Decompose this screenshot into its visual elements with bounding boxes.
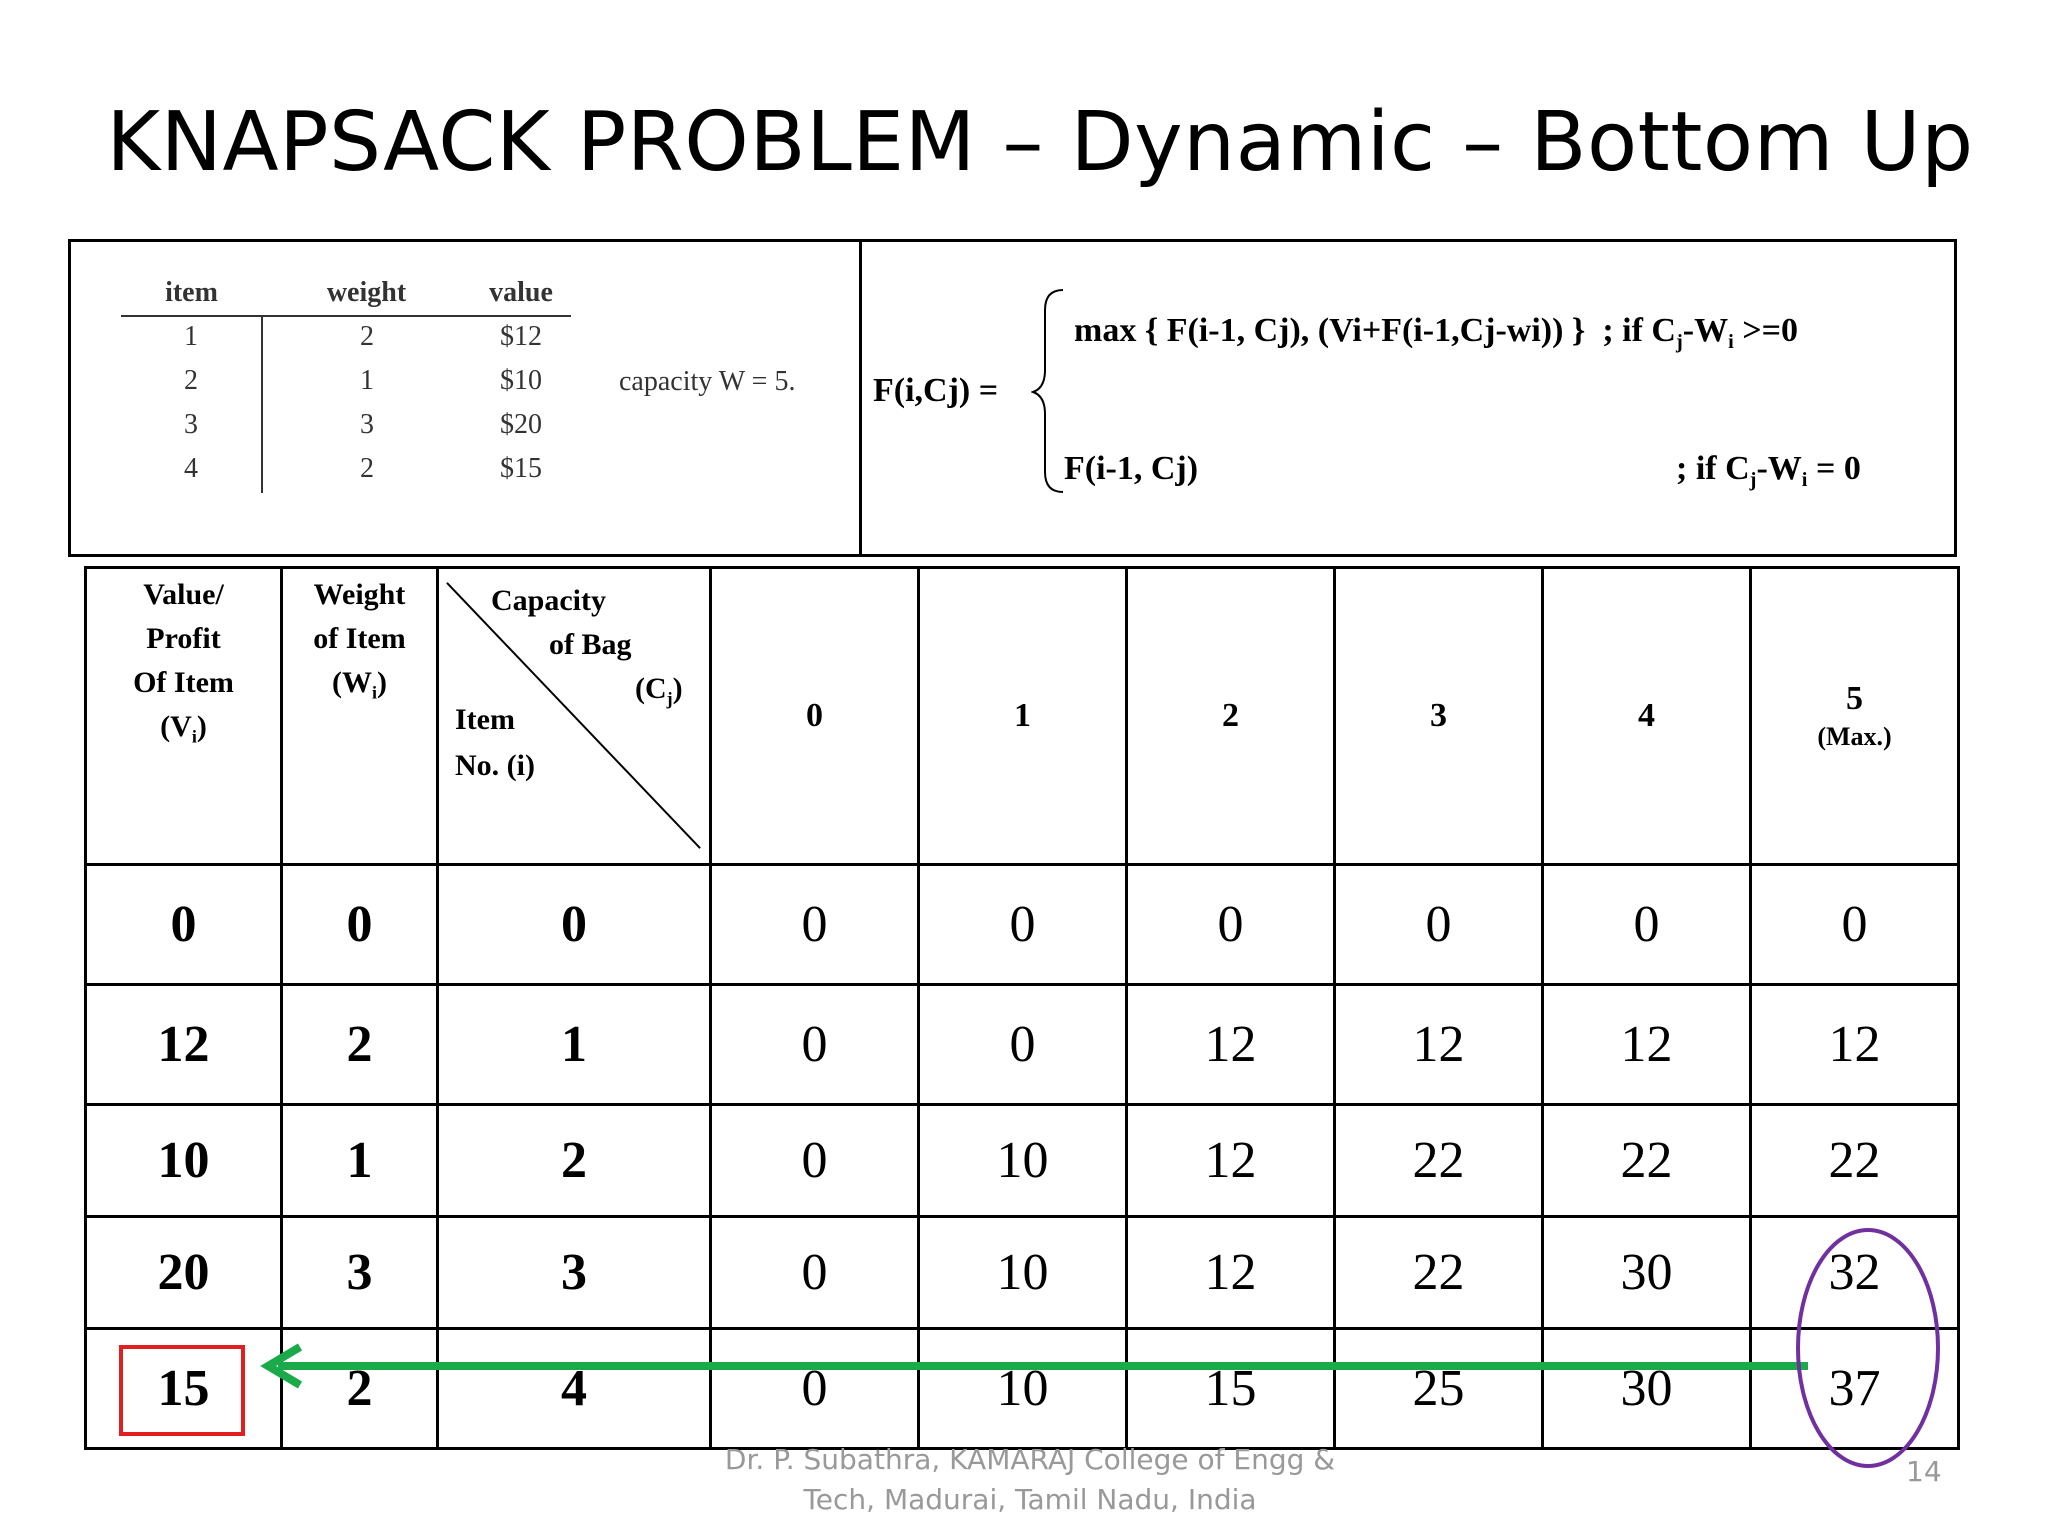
formula-sub: i xyxy=(1728,331,1734,354)
header-sym: (V xyxy=(160,710,192,743)
dp-cell: 12 xyxy=(1127,985,1335,1105)
header-text: Weight xyxy=(313,578,406,611)
dp-cell: 0 xyxy=(919,865,1127,985)
dp-table xyxy=(84,566,1960,1450)
formula-case2-cond-end: = 0 xyxy=(1807,450,1861,487)
items-row xyxy=(121,405,571,449)
dp-cell: 22 xyxy=(1751,1105,1959,1217)
items-cell: 2 xyxy=(262,449,471,493)
row-value: 20 xyxy=(86,1217,282,1329)
header-text: Value/ xyxy=(143,578,224,611)
row-weight: 2 xyxy=(282,1329,438,1449)
row-item: 0 xyxy=(438,865,711,985)
dp-row xyxy=(86,985,1959,1105)
row-value: 12 xyxy=(86,985,282,1105)
dp-cell: 15 xyxy=(1127,1329,1335,1449)
dp-cell: 10 xyxy=(919,1105,1127,1217)
row-value: 0 xyxy=(86,865,282,985)
row-item: 3 xyxy=(438,1217,711,1329)
dp-cell: 0 xyxy=(1335,865,1543,985)
dp-cell: 0 xyxy=(919,985,1127,1105)
items-cell: 2 xyxy=(184,365,198,396)
formula-lhs: F(i,Cj) = xyxy=(873,372,999,409)
header-weight xyxy=(282,568,438,865)
formula-case-default: F(i-1, Cj) xyxy=(1064,450,1199,487)
formula-case2-cond xyxy=(1676,450,1861,492)
items-row xyxy=(121,316,571,361)
dp-row xyxy=(86,865,1959,985)
capacity-note: capacity W = 5. xyxy=(619,366,796,397)
dp-cell: 0 xyxy=(1543,865,1751,985)
row-weight: 1 xyxy=(282,1105,438,1217)
header-sym: (W xyxy=(331,666,372,699)
formula-sub: i xyxy=(1801,469,1808,492)
items-cell: 3 xyxy=(262,405,471,449)
dp-cell: 12 xyxy=(1127,1105,1335,1217)
dp-row xyxy=(86,1105,1959,1217)
items-cell: 2 xyxy=(262,316,471,361)
row-weight: 2 xyxy=(282,985,438,1105)
capacity-header-max xyxy=(1751,568,1959,865)
dp-cell: 10 xyxy=(919,1329,1127,1449)
dp-cell: 22 xyxy=(1543,1105,1751,1217)
dp-cell: 22 xyxy=(1335,1105,1543,1217)
dp-cell: 0 xyxy=(1751,865,1959,985)
dp-cell: 0 xyxy=(711,1329,919,1449)
header-sub: i xyxy=(191,726,197,747)
header-capacity: Capacity xyxy=(491,584,606,617)
row-value: 10 xyxy=(86,1105,282,1217)
formula-sub: j xyxy=(1749,469,1757,492)
dp-header-row xyxy=(86,568,1959,865)
dp-cell: 32 xyxy=(1751,1217,1959,1329)
dp-cell: 12 xyxy=(1335,985,1543,1105)
page-number: 14 xyxy=(1906,1455,1942,1488)
capacity-max-value: 5 xyxy=(1846,680,1863,717)
header-sub: i xyxy=(371,682,377,703)
items-row xyxy=(121,449,571,493)
dp-cell: 12 xyxy=(1127,1217,1335,1329)
header-text: Item xyxy=(455,703,515,736)
dp-cell: 0 xyxy=(711,1105,919,1217)
formula-case2-cond-mid: -W xyxy=(1756,450,1802,487)
max-label: (Max.) xyxy=(1817,722,1892,751)
items-header-item: item xyxy=(121,277,262,316)
dp-row xyxy=(86,1329,1959,1449)
row-item: 2 xyxy=(438,1105,711,1217)
capacity-header: 4 xyxy=(1543,568,1751,865)
dp-cell: 0 xyxy=(711,865,919,985)
dp-cell: 12 xyxy=(1751,985,1959,1105)
dp-cell: 30 xyxy=(1543,1329,1751,1449)
header-sym: (C xyxy=(635,672,667,705)
formula-case2-cond-start: ; if C xyxy=(1676,450,1750,487)
items-cell: $10 xyxy=(500,365,542,396)
header-text: of Item xyxy=(313,622,406,655)
items-cell: $20 xyxy=(500,409,542,440)
row-item: 1 xyxy=(438,985,711,1105)
dp-cell: 0 xyxy=(711,985,919,1105)
dp-cell: 12 xyxy=(1543,985,1751,1105)
row-item: 4 xyxy=(438,1329,711,1449)
formula-case1-expr: max { F(i-1, Cj), (Vi+F(i-1,Cj-wi)) } xyxy=(1074,312,1586,349)
dp-cell: 25 xyxy=(1335,1329,1543,1449)
dp-row xyxy=(86,1217,1959,1329)
header-value-profit xyxy=(86,568,282,865)
header-capacity-item xyxy=(438,568,711,865)
header-text: Of Item xyxy=(133,666,234,699)
items-cell: $12 xyxy=(500,321,542,352)
dp-cell: 0 xyxy=(711,1217,919,1329)
capacity-header: 1 xyxy=(919,568,1127,865)
footer-line: Tech, Madurai, Tamil Nadu, India xyxy=(803,1483,1257,1516)
header-item-no xyxy=(455,697,535,789)
footer-attribution xyxy=(660,1440,1400,1520)
items-cell: 1 xyxy=(184,321,198,352)
formula-sub: j xyxy=(1675,331,1683,354)
footer-line: Dr. P. Subathra, KAMARAJ College of Engg & xyxy=(724,1443,1336,1476)
items-header-value: value xyxy=(471,277,571,316)
row-weight: 3 xyxy=(282,1217,438,1329)
items-header-weight: weight xyxy=(262,277,471,316)
items-table xyxy=(121,277,571,493)
header-text: $(W_i)$ xyxy=(331,666,387,703)
dp-cell: 0 xyxy=(1127,865,1335,985)
capacity-header: 2 xyxy=(1127,568,1335,865)
row-value: 15 xyxy=(86,1329,282,1449)
items-cell: 4 xyxy=(184,453,198,484)
slide-title: KNAPSACK PROBLEM – Dynamic – Bottom Up xyxy=(106,95,1974,190)
formula-case1-cond: ; if C xyxy=(1602,312,1676,349)
items-cell: 3 xyxy=(184,409,198,440)
items-cell: 1 xyxy=(262,361,471,405)
info-divider xyxy=(859,242,862,554)
dp-cell: 22 xyxy=(1335,1217,1543,1329)
formula-case-max xyxy=(1074,312,1798,354)
formula-case1-cond-end: >=0 xyxy=(1733,312,1799,349)
dp-cell: 37 xyxy=(1751,1329,1959,1449)
items-row xyxy=(121,361,571,405)
problem-info-box xyxy=(68,239,1957,557)
capacity-header: 3 xyxy=(1335,568,1543,865)
header-text: $(V_i)$ xyxy=(160,710,207,747)
header-capacity-2: of Bag xyxy=(549,628,632,661)
items-cell: $15 xyxy=(500,453,542,484)
header-cj: $(C_j)$ xyxy=(635,672,683,709)
row-weight: 0 xyxy=(282,865,438,985)
header-sub: j xyxy=(666,688,673,709)
formula-case1-cond-mid: -W xyxy=(1682,312,1729,349)
dp-cell: 30 xyxy=(1543,1217,1751,1329)
capacity-header: 0 xyxy=(711,568,919,865)
header-text: Profit xyxy=(146,622,221,655)
header-text: No. (i) xyxy=(455,749,535,782)
dp-cell: 10 xyxy=(919,1217,1127,1329)
